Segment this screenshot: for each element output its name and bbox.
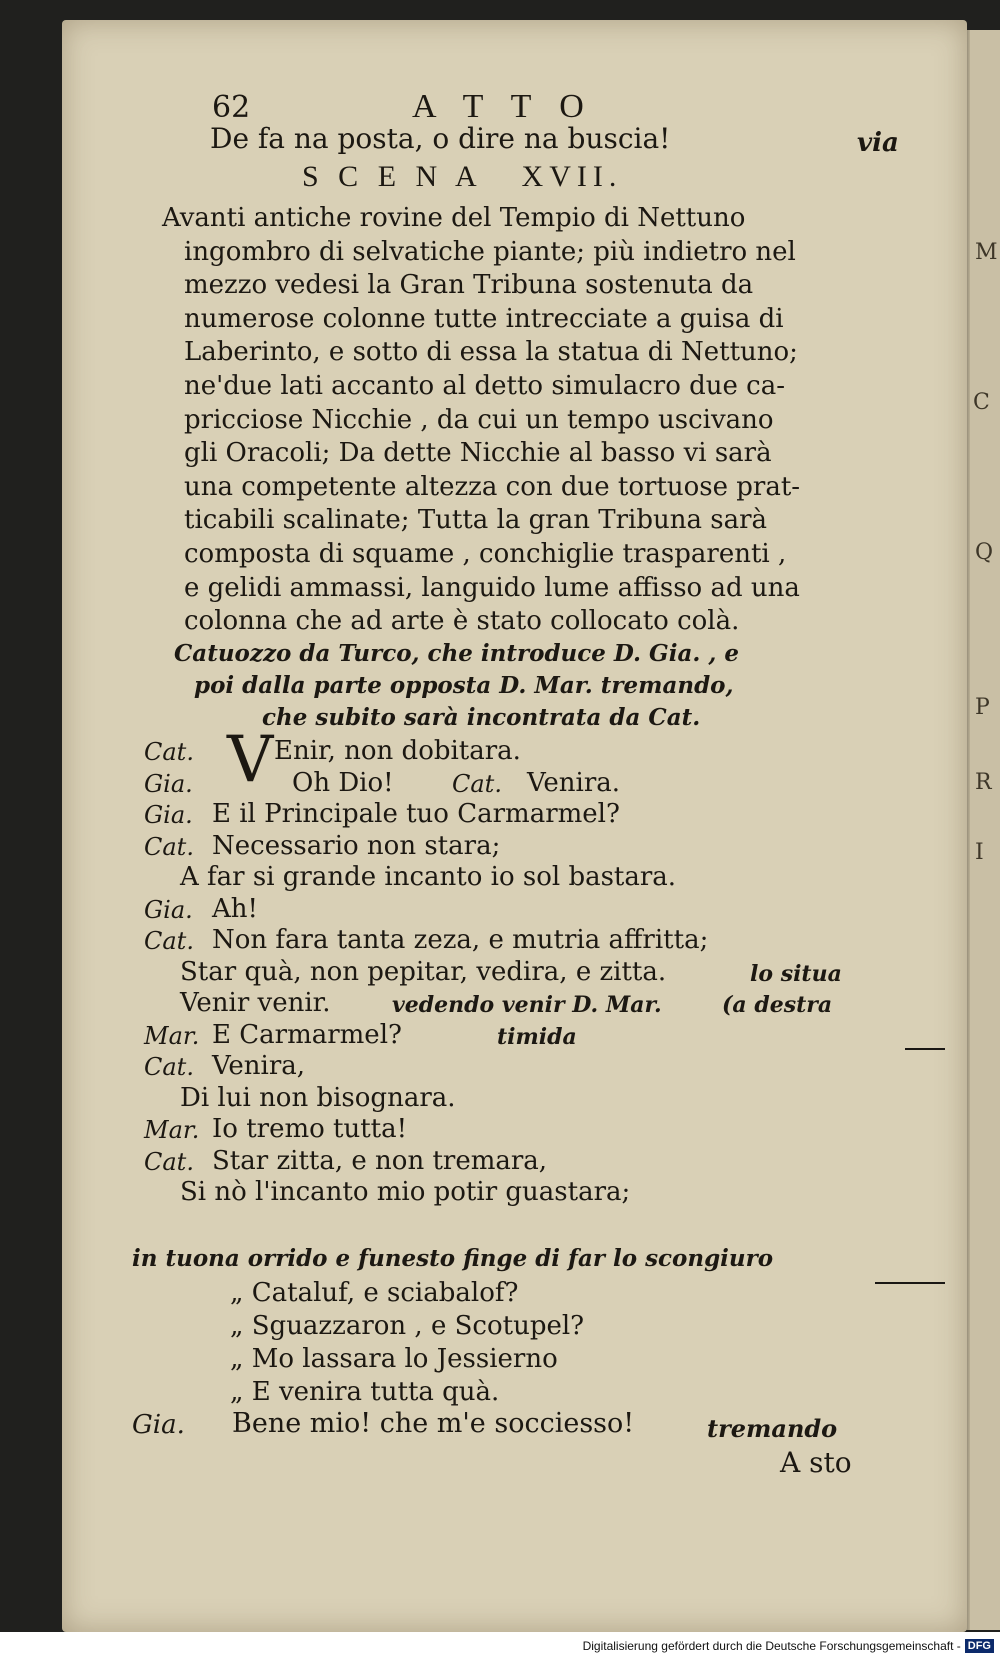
dialogue-line: A far si grande incanto io sol bastara. — [180, 862, 677, 892]
description-line: gli Oracoli; Da dette Nicchie al basso vi sarà — [184, 438, 772, 469]
description-line: mezzo vedesi la Gran Tribuna sostenuta da — [184, 270, 754, 301]
speaker-label: Cat. — [144, 1147, 194, 1176]
description-line: Laberinto, e sotto di essa la statua di Nettuno; — [184, 337, 798, 368]
footer-text: Digitalisierung gefördert durch die Deutsche Forschungsgemeinschaft - — [582, 1639, 961, 1653]
dialogue-line: E il Principale tuo Carmarmel? — [212, 799, 620, 829]
stage-direction-line: poi dalla parte opposta D. Mar. tremando, — [194, 672, 734, 699]
dialogue-line: Enir, non dobitara. — [274, 736, 521, 766]
speaker-label: Cat. — [144, 738, 194, 766]
dialogue-line: Star quà, non pepitar, vedira, e zitta. — [180, 956, 667, 987]
speaker-label: Gia. — [132, 1410, 185, 1440]
dialogue-line: Io tremo tutta! — [212, 1114, 408, 1144]
speaker-label: Mar. — [144, 1116, 200, 1144]
footer-credit — [0, 1632, 1000, 1660]
description-line: ne'due lati accanto al detto simulacro due ca- — [184, 371, 785, 401]
margin-mark — [905, 1048, 945, 1050]
stage-direction: (a destra — [722, 992, 833, 1018]
description-line: ticabili scalinate; Tutta la gran Tribuna sarà — [184, 505, 767, 536]
speaker-label: Cat. — [144, 927, 194, 955]
speaker-label: Gia. — [144, 769, 193, 798]
description-line: Avanti antiche rovine del Tempio di Nettuno — [162, 203, 746, 233]
stage-direction: timida — [497, 1023, 577, 1050]
description-line: e gelidi ammassi, languido lume affisso ad una — [184, 572, 800, 603]
page-number: 62 — [212, 90, 251, 125]
speaker-label: Gia. — [144, 895, 193, 924]
catchword: A sto — [780, 1446, 852, 1479]
dialogue-line: Venira. — [527, 767, 621, 798]
speaker-label: Mar. — [144, 1021, 200, 1050]
dialogue-line: Ah! — [212, 893, 258, 924]
dialogue-line: Oh Dio! — [292, 767, 394, 798]
incantation-line: „ Cataluf, e sciabalof? — [230, 1278, 519, 1308]
dialogue-line: Di lui non bisognara. — [180, 1082, 456, 1113]
description-line: colonna che ad arte è stato collocato colà. — [184, 606, 740, 637]
speaker-label: Gia. — [144, 801, 193, 829]
margin-mark — [875, 1282, 945, 1284]
stage-direction-line: Catuozzo da Turco, che introduce D. Gia. , e — [174, 640, 740, 667]
speaker-label: Cat. — [144, 1053, 194, 1081]
next-page-edge: M C Q P R I — [967, 30, 1000, 1630]
dialogue-line: Venir venir. — [180, 988, 331, 1018]
incantation-line: „ Mo lassara lo Jessierno — [230, 1344, 558, 1374]
scene-heading: S C E N A XVII. — [302, 160, 623, 193]
description-line: composta di squame , conchiglie trasparenti , — [184, 539, 787, 569]
stage-direction: vedendo venir D. Mar. — [392, 992, 662, 1018]
dialogue-line: Si nò l'incanto mio potir guastara; — [180, 1177, 631, 1207]
description-line: numerose colonne tutte intrecciate a guisa di — [184, 303, 784, 334]
dialogue-line: Venira, — [212, 1051, 306, 1081]
stage-direction: tremando — [707, 1414, 838, 1443]
stage-direction-exit: via — [857, 128, 899, 158]
dialogue-line: Necessario non stara; — [212, 830, 501, 861]
stage-direction: lo situa — [750, 960, 842, 987]
dialogue-line: Star zitta, e non tremara, — [212, 1145, 548, 1176]
description-line: una competente altezza con due tortuose prat- — [184, 471, 801, 502]
book-page — [62, 20, 967, 1632]
verse-line: Bene mio! che m'e socciesso! — [232, 1408, 635, 1439]
dfg-logo: DFG — [965, 1639, 994, 1653]
incantation-line: „ E venira tutta quà. — [230, 1377, 500, 1407]
running-title: A T T O — [412, 88, 594, 125]
incantation-direction: in tuona orrido e funesto finge di far lo scongiuro — [132, 1245, 774, 1272]
dialogue-line: E Carmarmel? — [212, 1019, 402, 1050]
speaker-label: Cat. — [452, 769, 502, 798]
dialogue-line: Non fara tanta zeza, e mutria affritta; — [212, 925, 709, 955]
description-line: pricciose Nicchie , da cui un tempo uscivano — [184, 404, 774, 435]
drop-cap: V — [227, 723, 274, 797]
incantation-line: „ Sguazzaron , e Scotupel? — [230, 1311, 585, 1341]
speaker-label: Cat. — [144, 832, 194, 861]
description-line: ingombro di selvatiche piante; più indietro nel — [184, 236, 796, 267]
stage-direction-line: che subito sarà incontrata da Cat. — [262, 704, 701, 731]
verse-line: De fa na posta, o dire na buscia! — [210, 122, 671, 155]
